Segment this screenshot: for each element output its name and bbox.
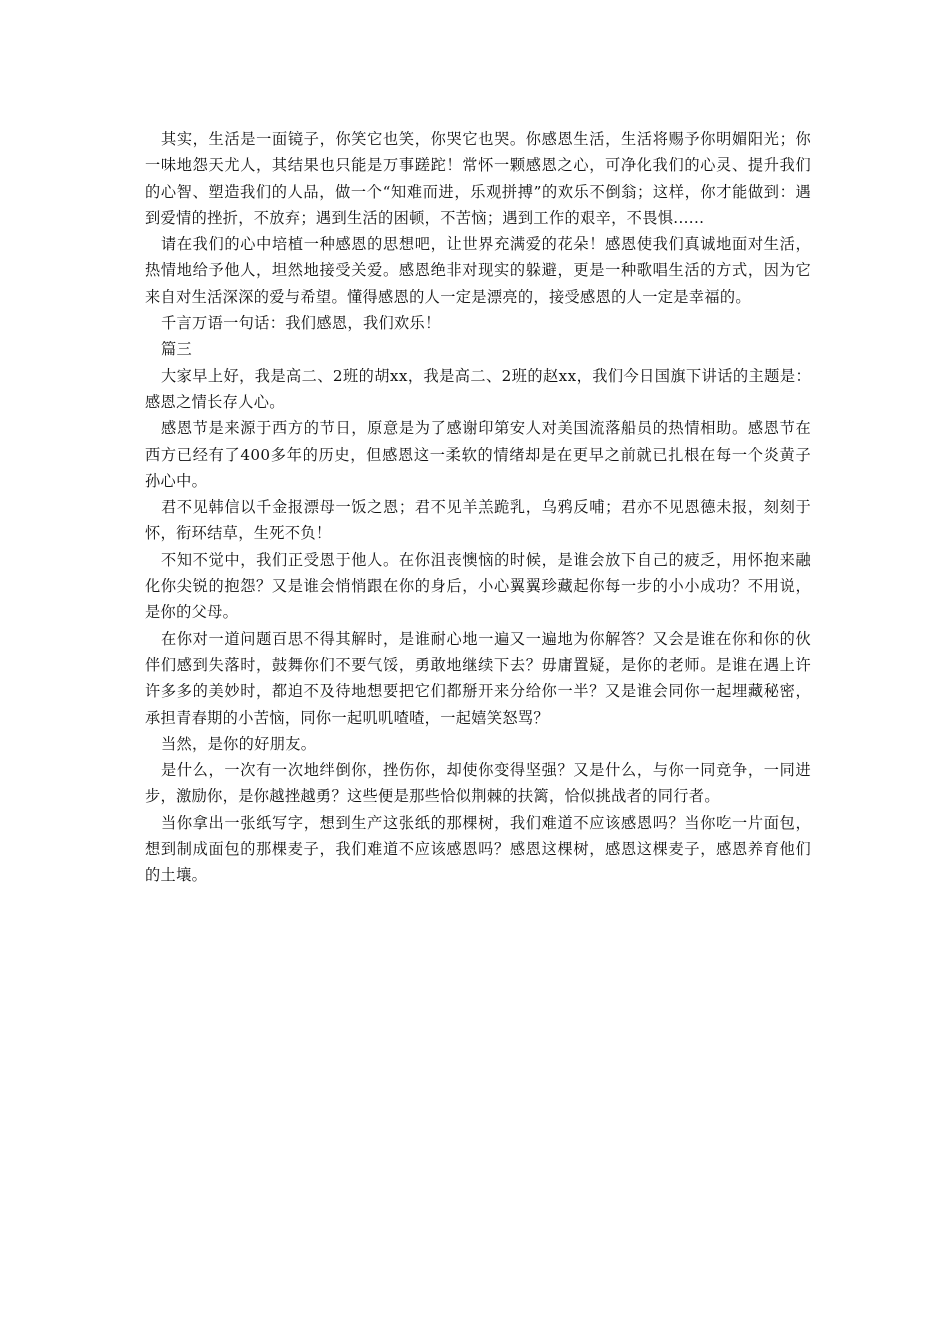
paragraph-good-friends: 当然，是你的好朋友。 [160, 734, 317, 753]
paragraph-challengers: 是什么，一次有一次地绊倒你，挫伤你，却使你变得坚强？又是什么，与你一同竞争，一同进步，激励你，是你越挫越勇？这些便是那些恰似荆棘的扶篱，恰似挑战者的同行者。 [145, 761, 811, 806]
paragraph-classical-examples: 君不见韩信以千金报漂母一饭之恩；君不见羊羔跪乳，乌鸦反哺；君亦不见恩德未报，刻刻于怀，衔环结草，生死不负！ [145, 498, 811, 543]
document-body [145, 126, 811, 889]
paragraph-parents: 不知不觉中，我们正受恩于他人。在你沮丧懊恼的时候，是谁会放下自己的疲乏，用怀抱来融化你尖锐的抱怨？又是谁会悄悄跟在你的身后，小心翼翼珍藏起你每一步的小小成功？不用说，是你的父母。 [145, 550, 811, 622]
paragraph-teachers-friends: 在你对一道问题百思不得其解时，是谁耐心地一遍又一遍地为你解答？又会是谁在你和你的伙伴们感到失落时，鼓舞你们不要气馁，勇敢地继续下去？毋庸置疑，是你的老师。是谁在遇上许许多多的美妙时，都迫不及待地想要把它们都掰开来分给你一半？又是谁会同你一起埋藏秘密，承担青春期的小苦恼，同你一起叽叽喳喳，一起嬉笑怒骂？ [145, 629, 811, 727]
paragraph-cultivate-gratitude: 请在我们的心中培植一种感恩的思想吧，让世界充满爱的花朵！感恩使我们真诚地面对生活，热情地给予他人，坦然地接受关爱。感恩绝非对现实的躲避，更是一种歌唱生活的方式，因为它来自对生活深深的爱与希望。懂得感恩的人一定是漂亮的，接受感恩的人一定是幸福的。 [145, 235, 811, 306]
paragraph-summary-line: 千言万语一句话：我们感恩，我们欢乐！ [160, 314, 441, 333]
paragraph-tree-and-wheat: 当你拿出一张纸写字，想到生产这张纸的那棵树，我们难道不应该感恩吗？当你吃一片面包，想到制成面包的那棵麦子，我们难道不应该感恩吗？感恩这棵树，感恩这棵麦子，感恩养育他们的土壤。 [145, 813, 811, 885]
paragraph-greeting: 大家早上好，我是高二、2班的胡xx，我是高二、2班的赵xx，我们今日国旗下讲话的主题是：感恩之情长存人心。 [145, 366, 811, 411]
paragraph-thanksgiving-origin: 感恩节是来源于西方的节日，原意是为了感谢印第安人对美国流落船员的热情相助。感恩节在西方已经有了400多年的历史，但感恩这一柔软的情绪却是在更早之前就已扎根在每一个炎黄子孙心中。 [145, 419, 811, 490]
paragraph-mirror-of-life: 其实，生活是一面镜子，你笑它也笑，你哭它也哭。你感恩生活，生活将赐予你明媚阳光；你一味地怨天尤人，其结果也只能是万事蹉跎！常怀一颗感恩之心，可净化我们的心灵、提升我们的心智、塑造我们的人品，做一个“知难而进，乐观拼搏”的欢乐不倒翁；这样，你才能做到：遇到爱情的挫折，不放弃；遇到生活的困顿，不苦恼；遇到工作的艰辛，不畏惧...... [145, 130, 811, 227]
section-heading: 篇三 [160, 340, 193, 359]
